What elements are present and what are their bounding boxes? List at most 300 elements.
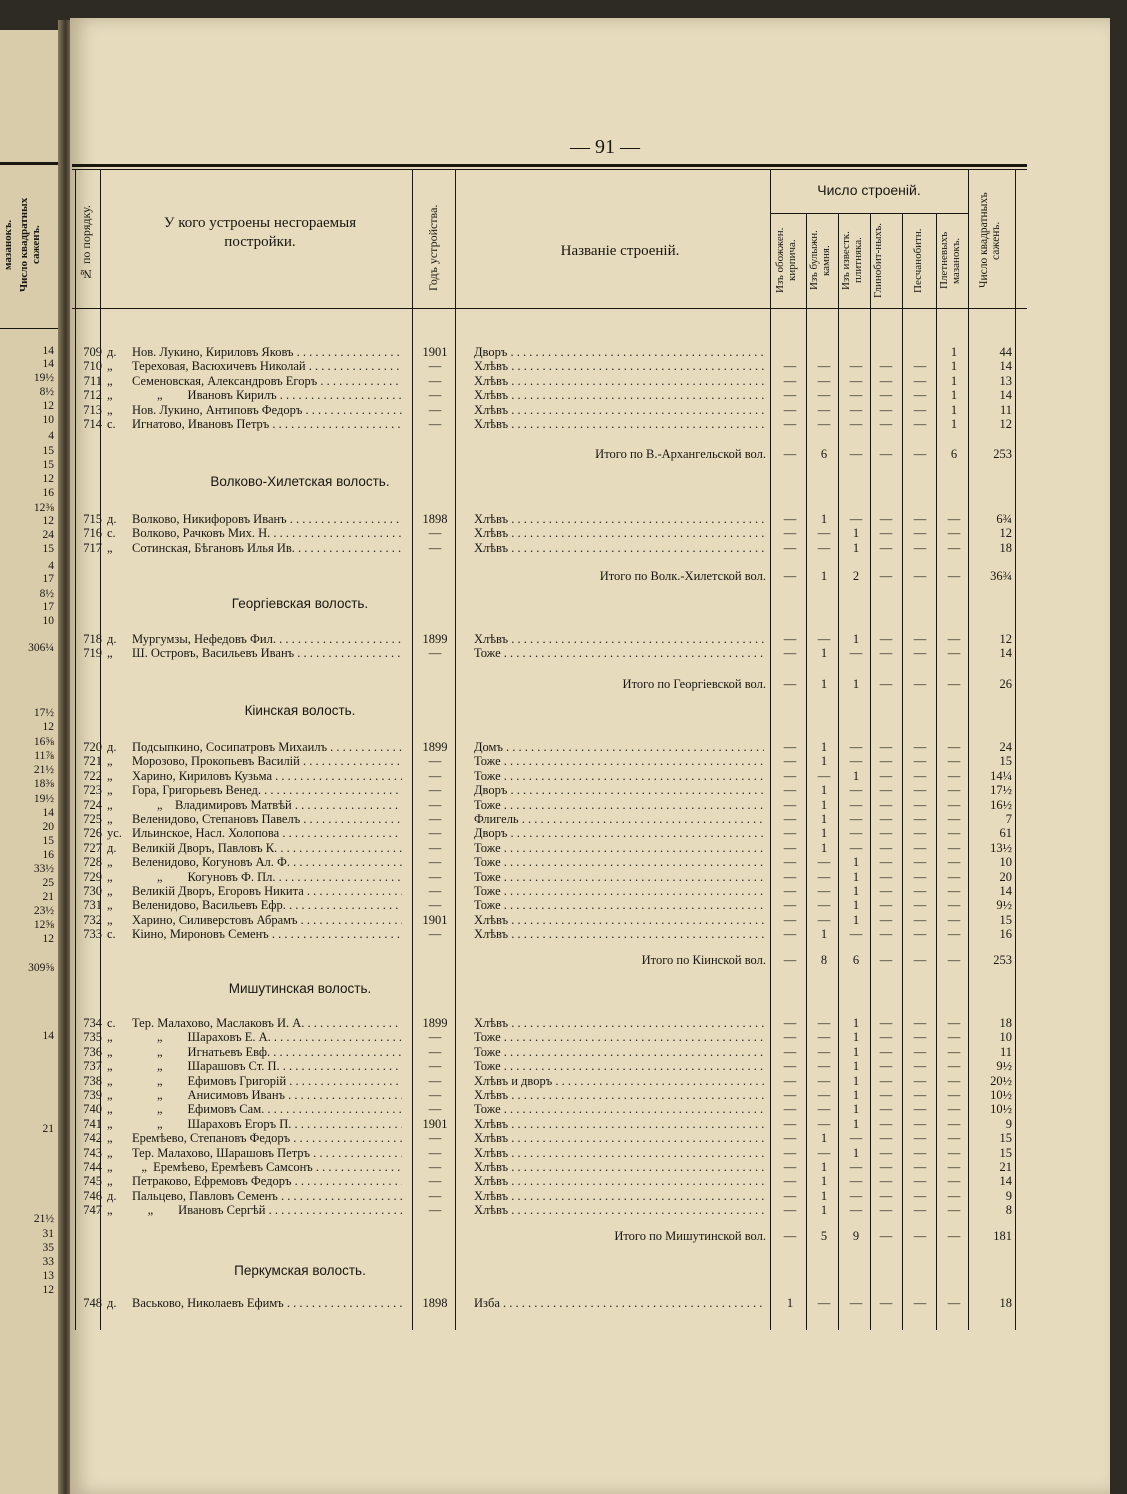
- count-cell: —: [849, 1188, 863, 1203]
- count-cell: —: [913, 1116, 927, 1131]
- left-page-number: 21½: [33, 1213, 54, 1225]
- row-number: 736: [83, 1044, 102, 1059]
- building-name: Хлѣвъ . . .: [474, 1146, 764, 1160]
- count-cell: —: [947, 1016, 961, 1030]
- square-sazhen: 16½: [990, 797, 1012, 812]
- total-row: [70, 953, 1110, 967]
- settlement-type: ус.: [107, 826, 122, 841]
- square-sazhen: 9½: [996, 898, 1012, 913]
- square-sazhen: 14: [999, 359, 1012, 374]
- building-name: Тоже . . .: [474, 898, 764, 912]
- count-cell: —: [879, 927, 893, 942]
- total-count-cell: 8: [820, 953, 828, 967]
- square-sazhen: 10: [999, 855, 1012, 870]
- owner-name: Волково, Рачковъ Мих. Н. . . .: [132, 526, 402, 540]
- row-number: 744: [83, 1160, 102, 1174]
- year-built: —: [428, 1131, 442, 1146]
- building-name: Тоже . . .: [474, 769, 764, 783]
- year-built: —: [428, 1102, 442, 1117]
- count-cell: —: [947, 526, 961, 541]
- count-cell: —: [783, 1059, 797, 1074]
- year-built: —: [428, 1174, 442, 1189]
- count-cell: —: [879, 526, 893, 541]
- year-built: —: [428, 1059, 442, 1074]
- row-number: 721: [83, 754, 102, 769]
- count-cell: —: [913, 1016, 927, 1030]
- year-built: —: [428, 927, 442, 942]
- settlement-type: „: [107, 812, 113, 826]
- table-row: [70, 632, 1110, 646]
- count-cell: 1: [852, 898, 860, 913]
- count-cell: 1: [852, 912, 860, 927]
- count-cell: —: [913, 526, 927, 541]
- count-cell: —: [947, 1044, 961, 1059]
- settlement-type: „: [107, 1160, 113, 1174]
- count-cell: —: [913, 912, 927, 927]
- year-built: 1899: [422, 740, 448, 754]
- count-cell: —: [913, 632, 927, 646]
- count-cell: —: [947, 1296, 961, 1310]
- square-sazhen: 21: [999, 1160, 1012, 1174]
- count-cell: —: [947, 1059, 961, 1074]
- count-cell: —: [783, 855, 797, 870]
- owner-name: Харино, Силиверстовъ Абрамъ . . .: [132, 913, 402, 927]
- count-cell: —: [817, 912, 831, 927]
- count-cell: —: [783, 912, 797, 927]
- total-count-cell: —: [879, 447, 893, 461]
- table-row: [70, 1088, 1110, 1102]
- left-page-number: 15: [42, 835, 54, 847]
- count-cell: —: [817, 855, 831, 870]
- header-sub-sand: Песчанобитн.: [912, 228, 924, 293]
- year-built: —: [428, 402, 442, 417]
- square-sazhen: 12: [999, 526, 1012, 541]
- count-cell: —: [849, 1174, 863, 1189]
- count-cell: —: [849, 512, 863, 526]
- count-cell: —: [817, 768, 831, 783]
- owner-name: Гора, Григорьевъ Венед. . . .: [132, 783, 402, 797]
- table-row: [70, 1189, 1110, 1203]
- owner-name: „ Шараховъ Егоръ П. . . .: [132, 1117, 402, 1131]
- settlement-type: д.: [107, 1188, 117, 1203]
- left-page-number: 12: [42, 400, 54, 412]
- count-cell: —: [913, 1059, 927, 1074]
- owner-name: „ Ивановъ Кирилъ . . .: [132, 388, 402, 402]
- count-cell: —: [783, 1131, 797, 1146]
- square-sazhen: 20: [999, 869, 1012, 884]
- count-cell: —: [913, 884, 927, 898]
- count-cell: —: [783, 812, 797, 826]
- row-number: 717: [83, 540, 102, 555]
- count-cell: —: [913, 1030, 927, 1045]
- count-cell: 1: [852, 1016, 860, 1030]
- row-number: 716: [83, 526, 102, 541]
- count-group-rule: [770, 213, 968, 214]
- square-sazhen: 44: [999, 345, 1012, 359]
- count-cell: —: [879, 646, 893, 661]
- building-name: Дворъ . . .: [474, 345, 764, 359]
- year-built: —: [428, 1030, 442, 1045]
- count-cell: —: [783, 1073, 797, 1088]
- table-row: [70, 913, 1110, 927]
- count-cell: 1: [820, 927, 828, 942]
- owner-name: „ Ефимовъ Григорій . . .: [132, 1074, 402, 1088]
- total-square-sazhen: 36¾: [990, 569, 1012, 583]
- count-cell: —: [879, 912, 893, 927]
- settlement-type: с.: [107, 417, 116, 431]
- owner-name: Веленидово, Васильевъ Ефр. . . .: [132, 898, 402, 912]
- year-built: 1898: [422, 512, 448, 526]
- left-page-number: 15: [42, 459, 54, 471]
- square-sazhen: 9½: [996, 1059, 1012, 1074]
- count-cell: —: [783, 826, 797, 841]
- building-name: Тоже . . .: [474, 1030, 764, 1044]
- section-title: Мишутинская волость.: [228, 981, 372, 996]
- square-sazhen: 8: [1005, 1203, 1012, 1218]
- count-cell: 1: [820, 1174, 828, 1189]
- settlement-type: „: [107, 1203, 113, 1218]
- count-cell: —: [879, 632, 893, 646]
- count-cell: —: [879, 1174, 893, 1189]
- square-sazhen: 14: [999, 884, 1012, 898]
- year-built: 1901: [422, 1116, 448, 1131]
- total-count-cell: —: [947, 1229, 961, 1243]
- count-cell: —: [913, 417, 927, 431]
- count-cell: —: [879, 1059, 893, 1074]
- section-title: Перкумская волость.: [234, 1263, 366, 1278]
- building-name: Тоже . . .: [474, 1059, 764, 1073]
- count-cell: —: [947, 512, 961, 526]
- row-number: 714: [83, 417, 102, 431]
- count-cell: —: [817, 1116, 831, 1131]
- year-built: —: [428, 884, 442, 898]
- owner-name: Игнатово, Ивановъ Петръ . . .: [132, 417, 402, 431]
- building-name: Хлѣвъ . . .: [474, 1016, 764, 1030]
- row-number: 710: [83, 359, 102, 374]
- count-cell: —: [879, 1296, 893, 1310]
- count-cell: —: [783, 1016, 797, 1030]
- building-name: Дворъ . . .: [474, 783, 764, 797]
- owner-name: Тер. Малахово, Шарашовъ Петръ . . .: [132, 1146, 402, 1160]
- square-sazhen: 10: [999, 1030, 1012, 1045]
- square-sazhen: 15: [999, 1131, 1012, 1146]
- left-page-number: 12⅜: [33, 502, 54, 514]
- count-cell: —: [913, 1160, 927, 1174]
- building-name: Хлѣвъ . . .: [474, 927, 764, 941]
- count-cell: —: [879, 540, 893, 555]
- total-count-cell: 2: [852, 569, 860, 583]
- count-cell: —: [879, 1102, 893, 1117]
- count-cell: —: [783, 740, 797, 754]
- total-count-cell: —: [879, 677, 893, 691]
- count-cell: —: [913, 1188, 927, 1203]
- owner-name: „ Шараховъ Е. А. . . .: [132, 1030, 402, 1044]
- left-page-number: 16: [42, 487, 54, 499]
- row-number: 726: [83, 826, 102, 841]
- header-sub-clay: Глинобит-ныхъ.: [872, 222, 884, 299]
- owner-name: Волково, Никифоровъ Иванъ . . .: [132, 512, 402, 526]
- year-built: —: [428, 869, 442, 884]
- row-number: 737: [83, 1059, 102, 1074]
- row-number: 730: [83, 884, 102, 898]
- square-sazhen: 14: [999, 388, 1012, 403]
- count-cell: —: [817, 526, 831, 541]
- year-built: —: [428, 417, 442, 431]
- square-sazhen: 20½: [990, 1073, 1012, 1088]
- left-page-number: 15: [42, 445, 54, 457]
- table-row: [70, 388, 1110, 402]
- left-page-number: 17½: [33, 707, 54, 719]
- count-cell: —: [947, 1088, 961, 1102]
- count-cell: 1: [852, 1059, 860, 1074]
- year-built: —: [428, 768, 442, 783]
- left-page-number: 11⅞: [34, 750, 54, 762]
- table-row: [70, 403, 1110, 417]
- row-number: 745: [83, 1174, 102, 1189]
- count-cell: —: [783, 373, 797, 388]
- square-sazhen: 13½: [990, 840, 1012, 855]
- table-row: [70, 1146, 1110, 1160]
- count-cell: —: [879, 1116, 893, 1131]
- count-cell: 1: [852, 1116, 860, 1131]
- row-number: 709: [83, 345, 102, 359]
- owner-name: Харино, Кириловъ Кузьма . . .: [132, 769, 402, 783]
- count-cell: —: [913, 1102, 927, 1117]
- count-cell: —: [849, 1131, 863, 1146]
- count-cell: —: [913, 1044, 927, 1059]
- building-name: Хлѣвъ . . .: [474, 913, 764, 927]
- left-page-number: 25: [42, 877, 54, 889]
- count-cell: —: [879, 768, 893, 783]
- row-number: 718: [83, 632, 102, 646]
- count-cell: —: [947, 1116, 961, 1131]
- count-cell: —: [913, 783, 927, 798]
- count-cell: —: [817, 1102, 831, 1117]
- count-cell: —: [879, 1030, 893, 1045]
- building-name: Хлѣвъ . . .: [474, 526, 764, 540]
- square-sazhen: 13: [999, 373, 1012, 388]
- count-cell: —: [783, 898, 797, 913]
- count-cell: —: [913, 1203, 927, 1218]
- building-name: Хлѣвъ . . .: [474, 417, 764, 431]
- row-number: 713: [83, 402, 102, 417]
- row-number: 743: [83, 1145, 102, 1160]
- count-cell: —: [947, 540, 961, 555]
- count-cell: —: [849, 388, 863, 403]
- square-sazhen: 7: [1005, 812, 1012, 826]
- settlement-type: „: [107, 1030, 113, 1045]
- settlement-type: с.: [107, 1016, 116, 1030]
- count-cell: —: [947, 1131, 961, 1146]
- year-built: —: [428, 1088, 442, 1102]
- total-square-sazhen: 26: [999, 677, 1012, 691]
- row-number: 748: [83, 1296, 102, 1310]
- left-page-number: 14: [42, 345, 54, 357]
- total-count-cell: —: [913, 677, 927, 691]
- settlement-type: „: [107, 402, 113, 417]
- count-cell: —: [817, 359, 831, 374]
- count-cell: —: [783, 783, 797, 798]
- total-count-cell: —: [849, 447, 863, 461]
- year-built: —: [428, 754, 442, 769]
- settlement-type: „: [107, 1131, 113, 1146]
- left-page-number: 12: [42, 473, 54, 485]
- count-cell: —: [947, 927, 961, 942]
- count-cell: —: [849, 840, 863, 855]
- header-col-sq: Число квадратныхъ саженъ.: [978, 192, 1002, 289]
- total-label: Итого по Кіинской вол.: [641, 953, 766, 967]
- count-cell: 1: [852, 884, 860, 898]
- total-label: Итого по Мишутинской вол.: [614, 1229, 766, 1243]
- settlement-type: „: [107, 768, 113, 783]
- count-cell: —: [783, 869, 797, 884]
- count-cell: —: [783, 1174, 797, 1189]
- owner-name: Тер. Малахово, Маслаковъ И. А. . . .: [132, 1016, 402, 1030]
- count-cell: —: [783, 884, 797, 898]
- year-built: 1899: [422, 632, 448, 646]
- count-cell: —: [879, 417, 893, 431]
- count-cell: —: [913, 1131, 927, 1146]
- left-page-number: 21: [42, 891, 54, 903]
- year-built: 1901: [422, 345, 448, 359]
- left-page-rule: [0, 162, 58, 165]
- count-cell: —: [817, 1016, 831, 1030]
- count-cell: —: [817, 540, 831, 555]
- count-cell: —: [817, 1059, 831, 1074]
- settlement-type: „: [107, 646, 113, 661]
- count-cell: —: [879, 797, 893, 812]
- count-cell: —: [879, 754, 893, 769]
- count-cell: —: [947, 1160, 961, 1174]
- count-cell: —: [849, 1203, 863, 1218]
- count-cell: —: [947, 740, 961, 754]
- table-row: [70, 870, 1110, 884]
- building-name: Тоже . . .: [474, 870, 764, 884]
- count-cell: 1: [820, 1131, 828, 1146]
- count-cell: —: [879, 388, 893, 403]
- table-row: [70, 417, 1110, 431]
- year-built: —: [428, 1044, 442, 1059]
- owner-name: Нов. Лукино, Антиповъ Федоръ . . .: [132, 403, 402, 417]
- table-row: [70, 898, 1110, 912]
- count-cell: —: [947, 1102, 961, 1117]
- count-cell: —: [947, 783, 961, 798]
- count-cell: 1: [950, 388, 958, 403]
- left-page-number: 18⅜: [33, 778, 54, 790]
- row-number: 712: [83, 388, 102, 403]
- year-built: —: [428, 855, 442, 870]
- year-built: 1899: [422, 1016, 448, 1030]
- year-built: —: [428, 359, 442, 374]
- count-cell: —: [879, 783, 893, 798]
- total-count-cell: —: [783, 569, 797, 583]
- total-count-cell: —: [913, 953, 927, 967]
- owner-name: Нов. Лукино, Кириловъ Яковъ . . .: [132, 345, 402, 359]
- count-cell: —: [947, 1145, 961, 1160]
- row-number: 711: [83, 373, 102, 388]
- year-built: —: [428, 1203, 442, 1218]
- count-cell: —: [783, 1030, 797, 1045]
- table-row: [70, 1296, 1110, 1310]
- count-cell: 1: [852, 869, 860, 884]
- total-row: [70, 1229, 1110, 1243]
- settlement-type: д.: [107, 1296, 117, 1310]
- year-built: —: [428, 646, 442, 661]
- header-col-num: № по порядку.: [79, 205, 93, 281]
- settlement-type: „: [107, 869, 113, 884]
- count-cell: —: [817, 632, 831, 646]
- left-page-header-rule: [0, 328, 58, 329]
- row-number: 727: [83, 840, 102, 855]
- left-page-number: 309⅝: [28, 962, 54, 974]
- year-built: —: [428, 1188, 442, 1203]
- count-cell: —: [913, 402, 927, 417]
- building-name: Хлѣвъ . . .: [474, 1117, 764, 1131]
- count-cell: —: [879, 1088, 893, 1102]
- count-cell: —: [849, 373, 863, 388]
- left-page-number: 16⅝: [33, 736, 54, 748]
- count-cell: —: [849, 740, 863, 754]
- row-number: 740: [83, 1102, 102, 1117]
- building-name: Тоже . . .: [474, 1102, 764, 1116]
- settlement-type: „: [107, 1102, 113, 1117]
- building-name: Тоже . . .: [474, 798, 764, 812]
- settlement-type: „: [107, 754, 113, 769]
- table-row: [70, 855, 1110, 869]
- year-built: —: [428, 1145, 442, 1160]
- square-sazhen: 12: [999, 417, 1012, 431]
- count-cell: —: [849, 646, 863, 661]
- building-name: Домъ . . .: [474, 740, 764, 754]
- count-cell: —: [947, 1030, 961, 1045]
- count-cell: —: [879, 1145, 893, 1160]
- total-count-cell: —: [879, 569, 893, 583]
- count-cell: 1: [820, 783, 828, 798]
- table-row: [70, 1045, 1110, 1059]
- count-cell: —: [879, 855, 893, 870]
- book-gutter: [58, 20, 70, 1494]
- count-cell: —: [783, 1203, 797, 1218]
- count-cell: —: [879, 512, 893, 526]
- building-name: Тоже . . .: [474, 1045, 764, 1059]
- count-cell: —: [879, 1203, 893, 1218]
- count-cell: —: [913, 855, 927, 870]
- total-label: Итого по В.-Архангельской вол.: [595, 447, 766, 461]
- year-built: —: [428, 540, 442, 555]
- header-count-group: Число строеній.: [817, 182, 921, 198]
- left-page-number: 17: [42, 573, 54, 585]
- left-page-number: 4: [48, 430, 54, 442]
- count-cell: —: [783, 927, 797, 942]
- building-name: Хлѣвъ . . .: [474, 388, 764, 402]
- settlement-type: д.: [107, 840, 117, 855]
- building-name: Тоже . . .: [474, 855, 764, 869]
- row-number: 720: [83, 740, 102, 754]
- owner-name: Васьково, Николаевъ Ефимъ . . .: [132, 1296, 402, 1310]
- count-cell: —: [817, 1030, 831, 1045]
- building-name: Хлѣвъ . . .: [474, 512, 764, 526]
- count-cell: 1: [950, 402, 958, 417]
- building-name: Флигель . . .: [474, 812, 764, 826]
- count-cell: —: [879, 1131, 893, 1146]
- count-cell: —: [947, 1174, 961, 1189]
- count-cell: —: [817, 388, 831, 403]
- left-page-number: 14: [42, 807, 54, 819]
- table-row: [70, 826, 1110, 840]
- square-sazhen: 14¼: [990, 768, 1012, 783]
- count-cell: 1: [852, 855, 860, 870]
- count-cell: —: [879, 402, 893, 417]
